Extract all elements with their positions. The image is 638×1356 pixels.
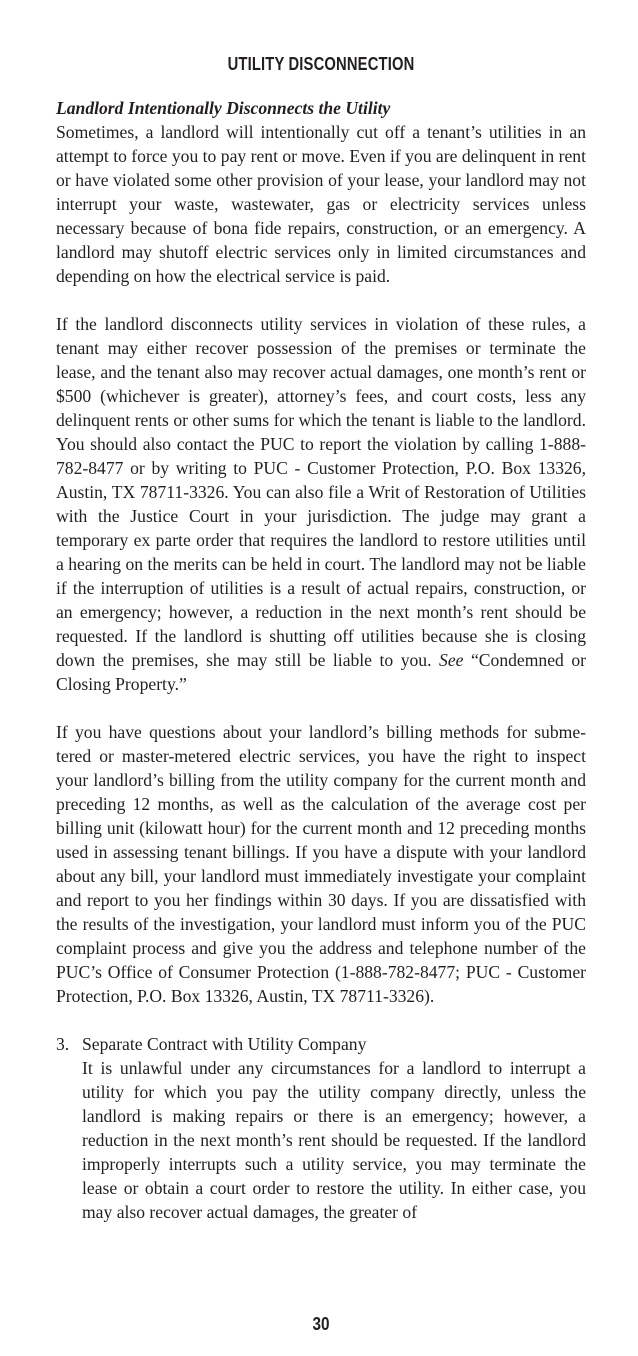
body-text [56,96,586,1224]
running-header: UTILITY DISCONNECTION [227,54,415,74]
paragraph-intro: Sometimes, a landlord will intentionally cut off a tenant’s utilities in an attempt to force you to pay rent or move. Even if you are delinquent in rent or have violated some other provision of your lease, your landlord may not interrupt your waste, wastewater, gas or electricity services unless necessary because of bona fide repairs, construction, or an emergency. A landlord may shutoff electric services only in limited circumstances and depending on how the electrical service is paid. [56,122,586,286]
section-subheading: Landlord Intentionally Disconnects the Utility [56,98,391,118]
list-item-title: Separate Contract with Utility Company [82,1034,367,1054]
cross-reference: “Condemned or Closing Property.” [56,650,587,694]
list-item-number: 3. [56,1034,70,1054]
paragraph-remedies-text: If the landlord disconnects utility services in violation of these rules, a tenant may either recover possession of the premises or terminate the lease, and the tenant also may recover actual damages, one month’s rent or $500 (whichever is greater), attorney’s fees, and court costs, less any delinquent rents or other sums for which the tenant is liable to the landlord. You should also contact the PUC to report the violation by calling 1-888-782-8477 or by writing to PUC - Customer Protection, P.O. Box 13326, Austin, TX 78711-3326. You can also file a Writ of Restoration of Utilities with the Justice Court in your jurisdiction. The judge may grant a temporary ex parte order that requires the landlord to restore utilities until a hearing on the merits can be held in court. The landlord may not be liable if the interruption of utilities is a result of actual repairs, construction, or an emergency; however, a reduction in the next month’s rent should be requested. If the landlord is shutting off utilities because she is closing down the premises, she may still be liable to you. [56,314,586,670]
list-item-text: It is unlawful under any circumstances for a landlord to interrupt a utility for which you pay the utility company directly, unless the landlord is making repairs or there is an emergency; however, a reduction in the next month’s rent should be requested. If the landlord improperly interrupts such a utility service, you may terminate the lease or obtain a court order to restore the utility. In either case, you may also recover actual damages, the greater of [82,1058,586,1222]
paragraph-remedies [56,312,586,696]
see-reference-label: See [439,650,464,670]
page-number: 30 [312,1314,330,1334]
paragraph-billing: If you have questions about your landlord’s billing methods for submetered or master-metered electric services, you have the right to inspect your landlord’s billing from the utility company for the current month and preceding 12 months, as well as the calculation of the average cost per billing unit (kilowatt hour) for the current month and 12 preceding months used in assessing tenant billings. If you have a dispute with your landlord about any bill, your landlord must immediately investigate your complaint and report to you her findings within 30 days. If you are dissatisfied with the results of the investigation, your landlord must inform you of the PUC complaint process and give you the address and telephone number of the PUC’s Office of Consumer Protection (1-888-782-8477; PUC - Customer Protection, P.O. Box 13326, Austin, TX 78711-3326). [56,722,586,1006]
list-item [56,1032,586,1224]
list-item-body [82,1032,586,1224]
